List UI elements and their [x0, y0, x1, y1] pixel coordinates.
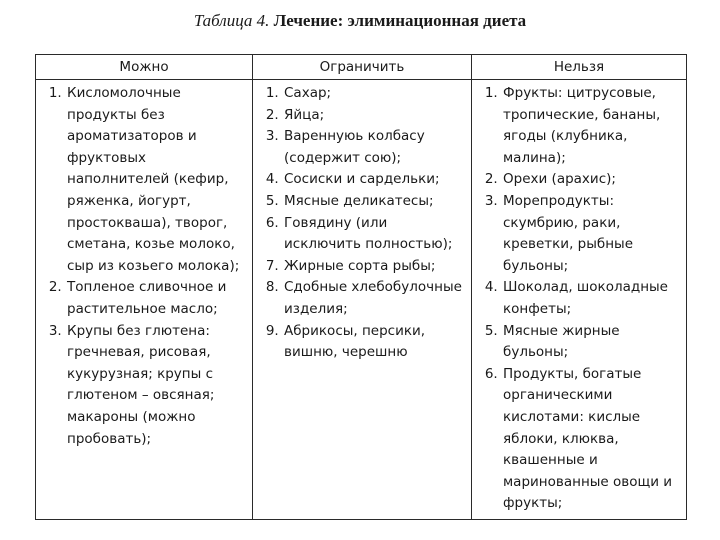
- column-header-limit: Ограничить: [253, 55, 472, 80]
- list-item: 1. Сахар;: [283, 83, 467, 105]
- list-item: 3. Морепродукты: скумбрию, раки, креветки, рыбные бульоны;: [502, 191, 682, 277]
- allowed-list: [36, 83, 248, 450]
- table-caption: [0, 10, 720, 32]
- list-item: 1. Кисломолочные продукты без ароматизаторов и фруктовых наполнителей (кефир, ряженка, йогурт, простокваша), творог, сметана, козье молоко, сыр из козьего молока);: [66, 83, 248, 277]
- list-item: 1. Фрукты: цитрусовые, тропические, бананы, ягоды (клубника, малина);: [502, 83, 682, 169]
- list-item: 7. Жирные сорта рыбы;: [283, 256, 467, 278]
- list-item: 3. Вареннуюь колбасу (содержит сою);: [283, 126, 467, 169]
- limit-cell: [253, 80, 472, 520]
- forbidden-list: [472, 83, 682, 515]
- list-item: 8. Сдобные хлебобулочные изделия;: [283, 277, 467, 320]
- list-item: 5. Мясные деликатесы;: [283, 191, 467, 213]
- diet-table: [35, 54, 687, 520]
- list-item: 4. Шоколад, шоколадные конфеты;: [502, 277, 682, 320]
- header-row: [36, 55, 687, 80]
- list-item: 3. Крупы без глютена: гречневая, рисовая, кукурузная; крупы с глютеном – овсяная; макароны (можно пробовать);: [66, 321, 248, 451]
- list-item: 6. Говядину (или исключить полностью);: [283, 213, 467, 256]
- list-item: 2. Топленое сливочное и растительное масло;: [66, 277, 248, 320]
- list-item: 4. Сосиски и сардельки;: [283, 169, 467, 191]
- list-item: 6. Продукты, богатые органическими кислотами: кислые яблоки, клюква, квашенные и маринованные овощи и фрукты;: [502, 364, 682, 515]
- list-item: 5. Мясные жирные бульоны;: [502, 321, 682, 364]
- allowed-cell: [36, 80, 253, 520]
- body-row: [36, 80, 687, 520]
- column-header-forbidden: Нельзя: [472, 55, 687, 80]
- list-item: 9. Абрикосы, персики, вишню, черешню: [283, 321, 467, 364]
- list-item: 2. Яйца;: [283, 105, 467, 127]
- table-title: Лечение: элиминационная диета: [273, 11, 527, 30]
- table-number: Таблица 4.: [193, 11, 270, 30]
- column-header-allowed: Можно: [36, 55, 253, 80]
- limit-list: [253, 83, 467, 364]
- list-item: 2. Орехи (арахис);: [502, 169, 682, 191]
- forbidden-cell: [472, 80, 687, 520]
